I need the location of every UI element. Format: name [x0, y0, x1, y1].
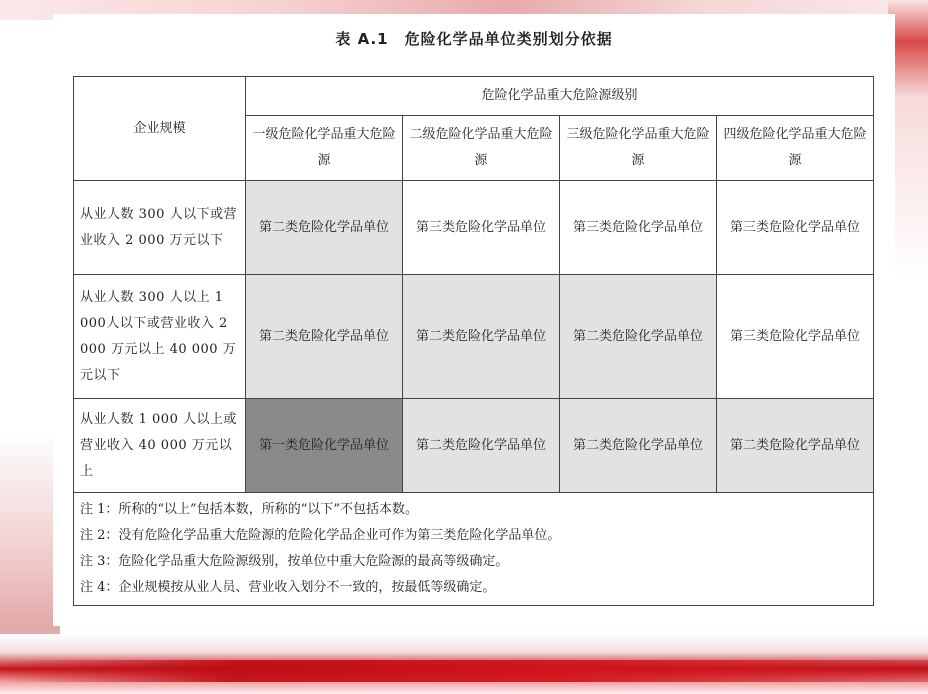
note-3: 注 3：危险化学品重大危险源级别，按单位中重大危险源的最高等级确定。 — [80, 554, 509, 569]
row-header-small: 从业人数 300 人以下或营业收入 2 000 万元以下 — [74, 181, 246, 275]
table-cell: 第三类危险化学品单位 — [560, 181, 717, 275]
note-2: 注 2：没有危险化学品重大危险源的危险化学品企业可作为第三类危险化学品单位。 — [80, 528, 561, 543]
table-cell: 第二类危险化学品单位 — [717, 399, 874, 493]
enterprise-scale-header: 企业规模 — [74, 77, 246, 181]
table-cell: 第三类危险化学品单位 — [717, 275, 874, 399]
table-cell: 第二类危险化学品单位 — [560, 275, 717, 399]
classification-table — [73, 76, 874, 606]
note-1: 注 1：所称的“以上”包括本数，所称的“以下”不包括本数。 — [80, 502, 418, 517]
table-row — [74, 275, 874, 399]
note-4: 注 4：企业规模按从业人员、营业收入划分不一致的，按最低等级确定。 — [80, 580, 496, 595]
table-row — [74, 399, 874, 493]
row-header-medium: 从业人数 300 人以上 1 000人以下或营业收入 2 000 万元以上 40 000 万元以下 — [74, 275, 246, 399]
row-header-large: 从业人数 1 000 人以上或营业收入 40 000 万元以上 — [74, 399, 246, 493]
table-title: 表 A.1 危险化学品单位类别划分依据 — [335, 30, 613, 48]
notes-cell — [74, 493, 874, 606]
table-cell: 第二类危险化学品单位 — [403, 275, 560, 399]
header-row-1 — [74, 77, 874, 116]
table-cell: 第二类危险化学品单位 — [403, 399, 560, 493]
column-header-level-4: 四级危险化学品重大危险源 — [717, 116, 874, 181]
table-cell: 第三类危险化学品单位 — [717, 181, 874, 275]
table-cell: 第三类危险化学品单位 — [403, 181, 560, 275]
column-header-level-3: 三级危险化学品重大危险源 — [560, 116, 717, 181]
table-cell: 第二类危险化学品单位 — [246, 181, 403, 275]
table-cell: 第二类危险化学品单位 — [560, 399, 717, 493]
table-cell: 第二类危险化学品单位 — [246, 275, 403, 399]
red-swoosh-decoration — [0, 660, 928, 682]
column-header-level-2: 二级危险化学品重大危险源 — [403, 116, 560, 181]
notes-row — [74, 493, 874, 606]
document-page — [53, 14, 895, 626]
table-row — [74, 181, 874, 275]
column-header-level-1: 一级危险化学品重大危险源 — [246, 116, 403, 181]
hazard-level-group-header: 危险化学品重大危险源级别 — [246, 77, 874, 116]
table-cell: 第一类危险化学品单位 — [246, 399, 403, 493]
